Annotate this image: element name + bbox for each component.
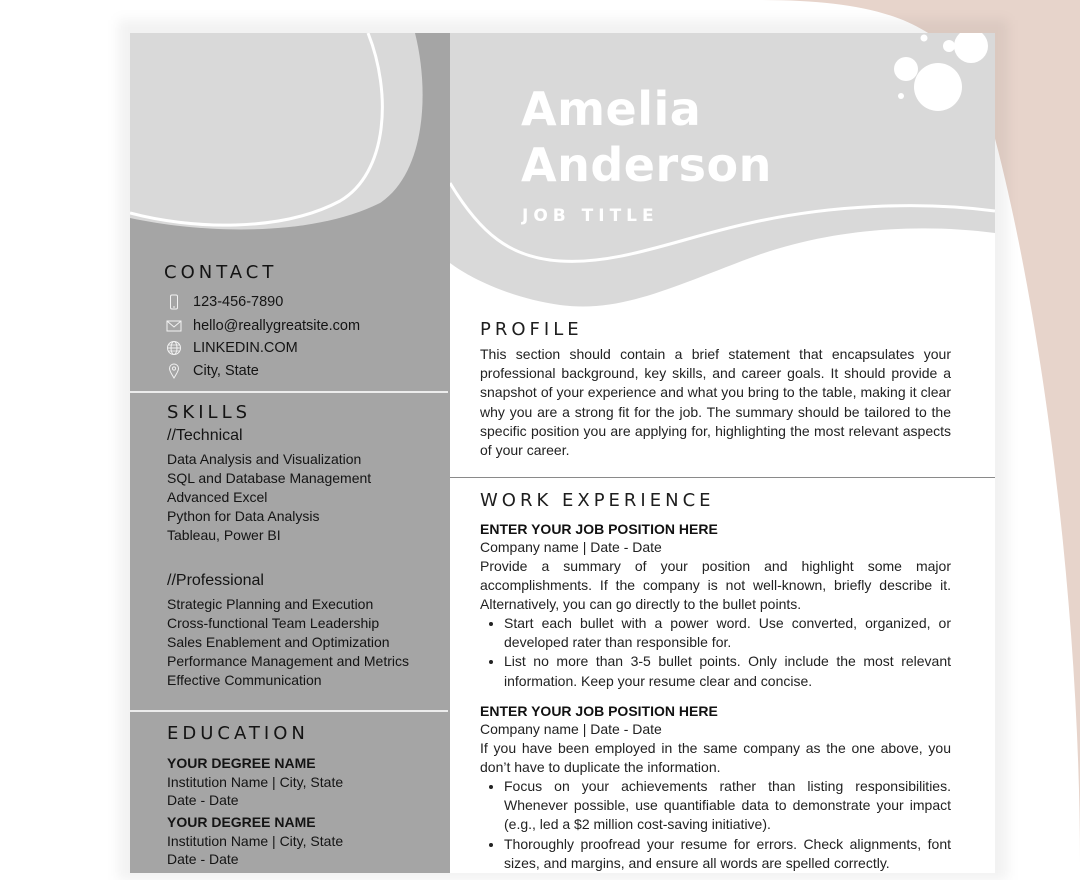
technical-skills-label: //Technical: [167, 427, 243, 444]
sidebar-divider: [130, 710, 448, 712]
list-item: Effective Communication: [167, 672, 322, 688]
globe-icon: [166, 340, 182, 356]
education-dates: Date - Date: [167, 851, 239, 867]
profile-text: This section should contain a brief statement that encapsulates your professional background, key skills, and career goals. It should provide a snapshot of your experience and what you bring to the table, making it clear why you are a strong fit for the job. The summary should be tailored to the specific position you are applying for, highlighting the most relevant aspects of your career.: [480, 346, 951, 459]
list-item: • Focus on your achievements rather than listing responsibilities. Whenever possible, use quantifiable data to demonstrate your impact (e.g., led a $2 million cost-saving initiative).: [504, 777, 951, 835]
phone-icon: [166, 294, 182, 310]
contact-heading: CONTACT: [164, 262, 278, 283]
phone-text: 123-456-7890: [193, 294, 284, 310]
education-dates: Date - Date: [167, 792, 239, 808]
first-name: Amelia: [521, 82, 702, 136]
job-meta: Company name | Date - Date: [480, 539, 662, 555]
list-item: Advanced Excel: [167, 489, 268, 505]
job-title: JOB TITLE: [522, 206, 659, 226]
institution: Institution Name | City, State: [167, 773, 344, 790]
sidebar-decoration: [130, 33, 450, 233]
mail-icon: [166, 318, 182, 334]
work-experience-heading: WORK EXPERIENCE: [480, 490, 715, 511]
job-meta: Company name | Date - Date: [480, 721, 662, 737]
location-pin-icon: [166, 363, 182, 379]
list-item: Data Analysis and Visualization: [167, 451, 362, 467]
job-bullets: [480, 614, 951, 691]
contact-website: [166, 338, 298, 358]
profile-heading: PROFILE: [480, 319, 583, 340]
website-text: LINKEDIN.COM: [193, 340, 298, 356]
list-item: • Start each bullet with a power word. Use converted, organized, or developed rater than responsible for.: [504, 614, 951, 652]
sidebar: [130, 33, 450, 873]
list-item: Sales Enablement and Optimization: [167, 634, 390, 650]
job-summary: If you have been employed in the same company as the one above, you don’t have to duplicate the information.: [480, 740, 951, 776]
list-item: • Thoroughly proofread your resume for errors. Check alignments, font sizes, and margins, and ensure all words are spelled correctly.: [504, 835, 951, 873]
institution: Institution Name | City, State: [167, 832, 344, 849]
list-item: Performance Management and Metrics: [167, 653, 409, 669]
job-position: ENTER YOUR JOB POSITION HERE: [480, 703, 718, 719]
education-heading: EDUCATION: [167, 723, 309, 744]
professional-skills-list: [167, 595, 409, 690]
list-item: Strategic Planning and Execution: [167, 596, 374, 612]
education-entry: [167, 813, 343, 869]
job-bullets: [480, 777, 951, 873]
candidate-name: [521, 81, 772, 193]
resume-page: [130, 33, 995, 873]
list-item: Tableau, Power BI: [167, 527, 281, 543]
skills-heading: SKILLS: [167, 402, 252, 423]
list-item: Cross-functional Team Leadership: [167, 615, 380, 631]
list-item: Python for Data Analysis: [167, 508, 320, 524]
professional-skills-label: //Professional: [167, 572, 264, 589]
contact-location: [166, 361, 259, 381]
last-name: Anderson: [521, 138, 772, 192]
degree-name: YOUR DEGREE NAME: [167, 755, 316, 771]
contact-email: [166, 316, 360, 336]
job-summary: Provide a summary of your position and highlight some major accomplishments. If the company is not well-known, briefly describe it. Alternatively, you can go directly to the bullet points.: [480, 558, 951, 613]
list-item: SQL and Database Management: [167, 470, 372, 486]
technical-skills-list: [167, 450, 371, 545]
location-text: City, State: [193, 363, 259, 379]
sidebar-divider: [130, 391, 448, 393]
section-divider: [450, 477, 995, 478]
education-entry: [167, 754, 343, 810]
list-item: • List no more than 3-5 bullet points. Only include the most relevant information. Keep your resume clear and concise.: [504, 652, 951, 690]
degree-name: YOUR DEGREE NAME: [167, 814, 316, 830]
contact-phone: [166, 292, 283, 312]
email-text: hello@reallygreatsite.com: [193, 318, 361, 334]
job-position: ENTER YOUR JOB POSITION HERE: [480, 521, 718, 537]
